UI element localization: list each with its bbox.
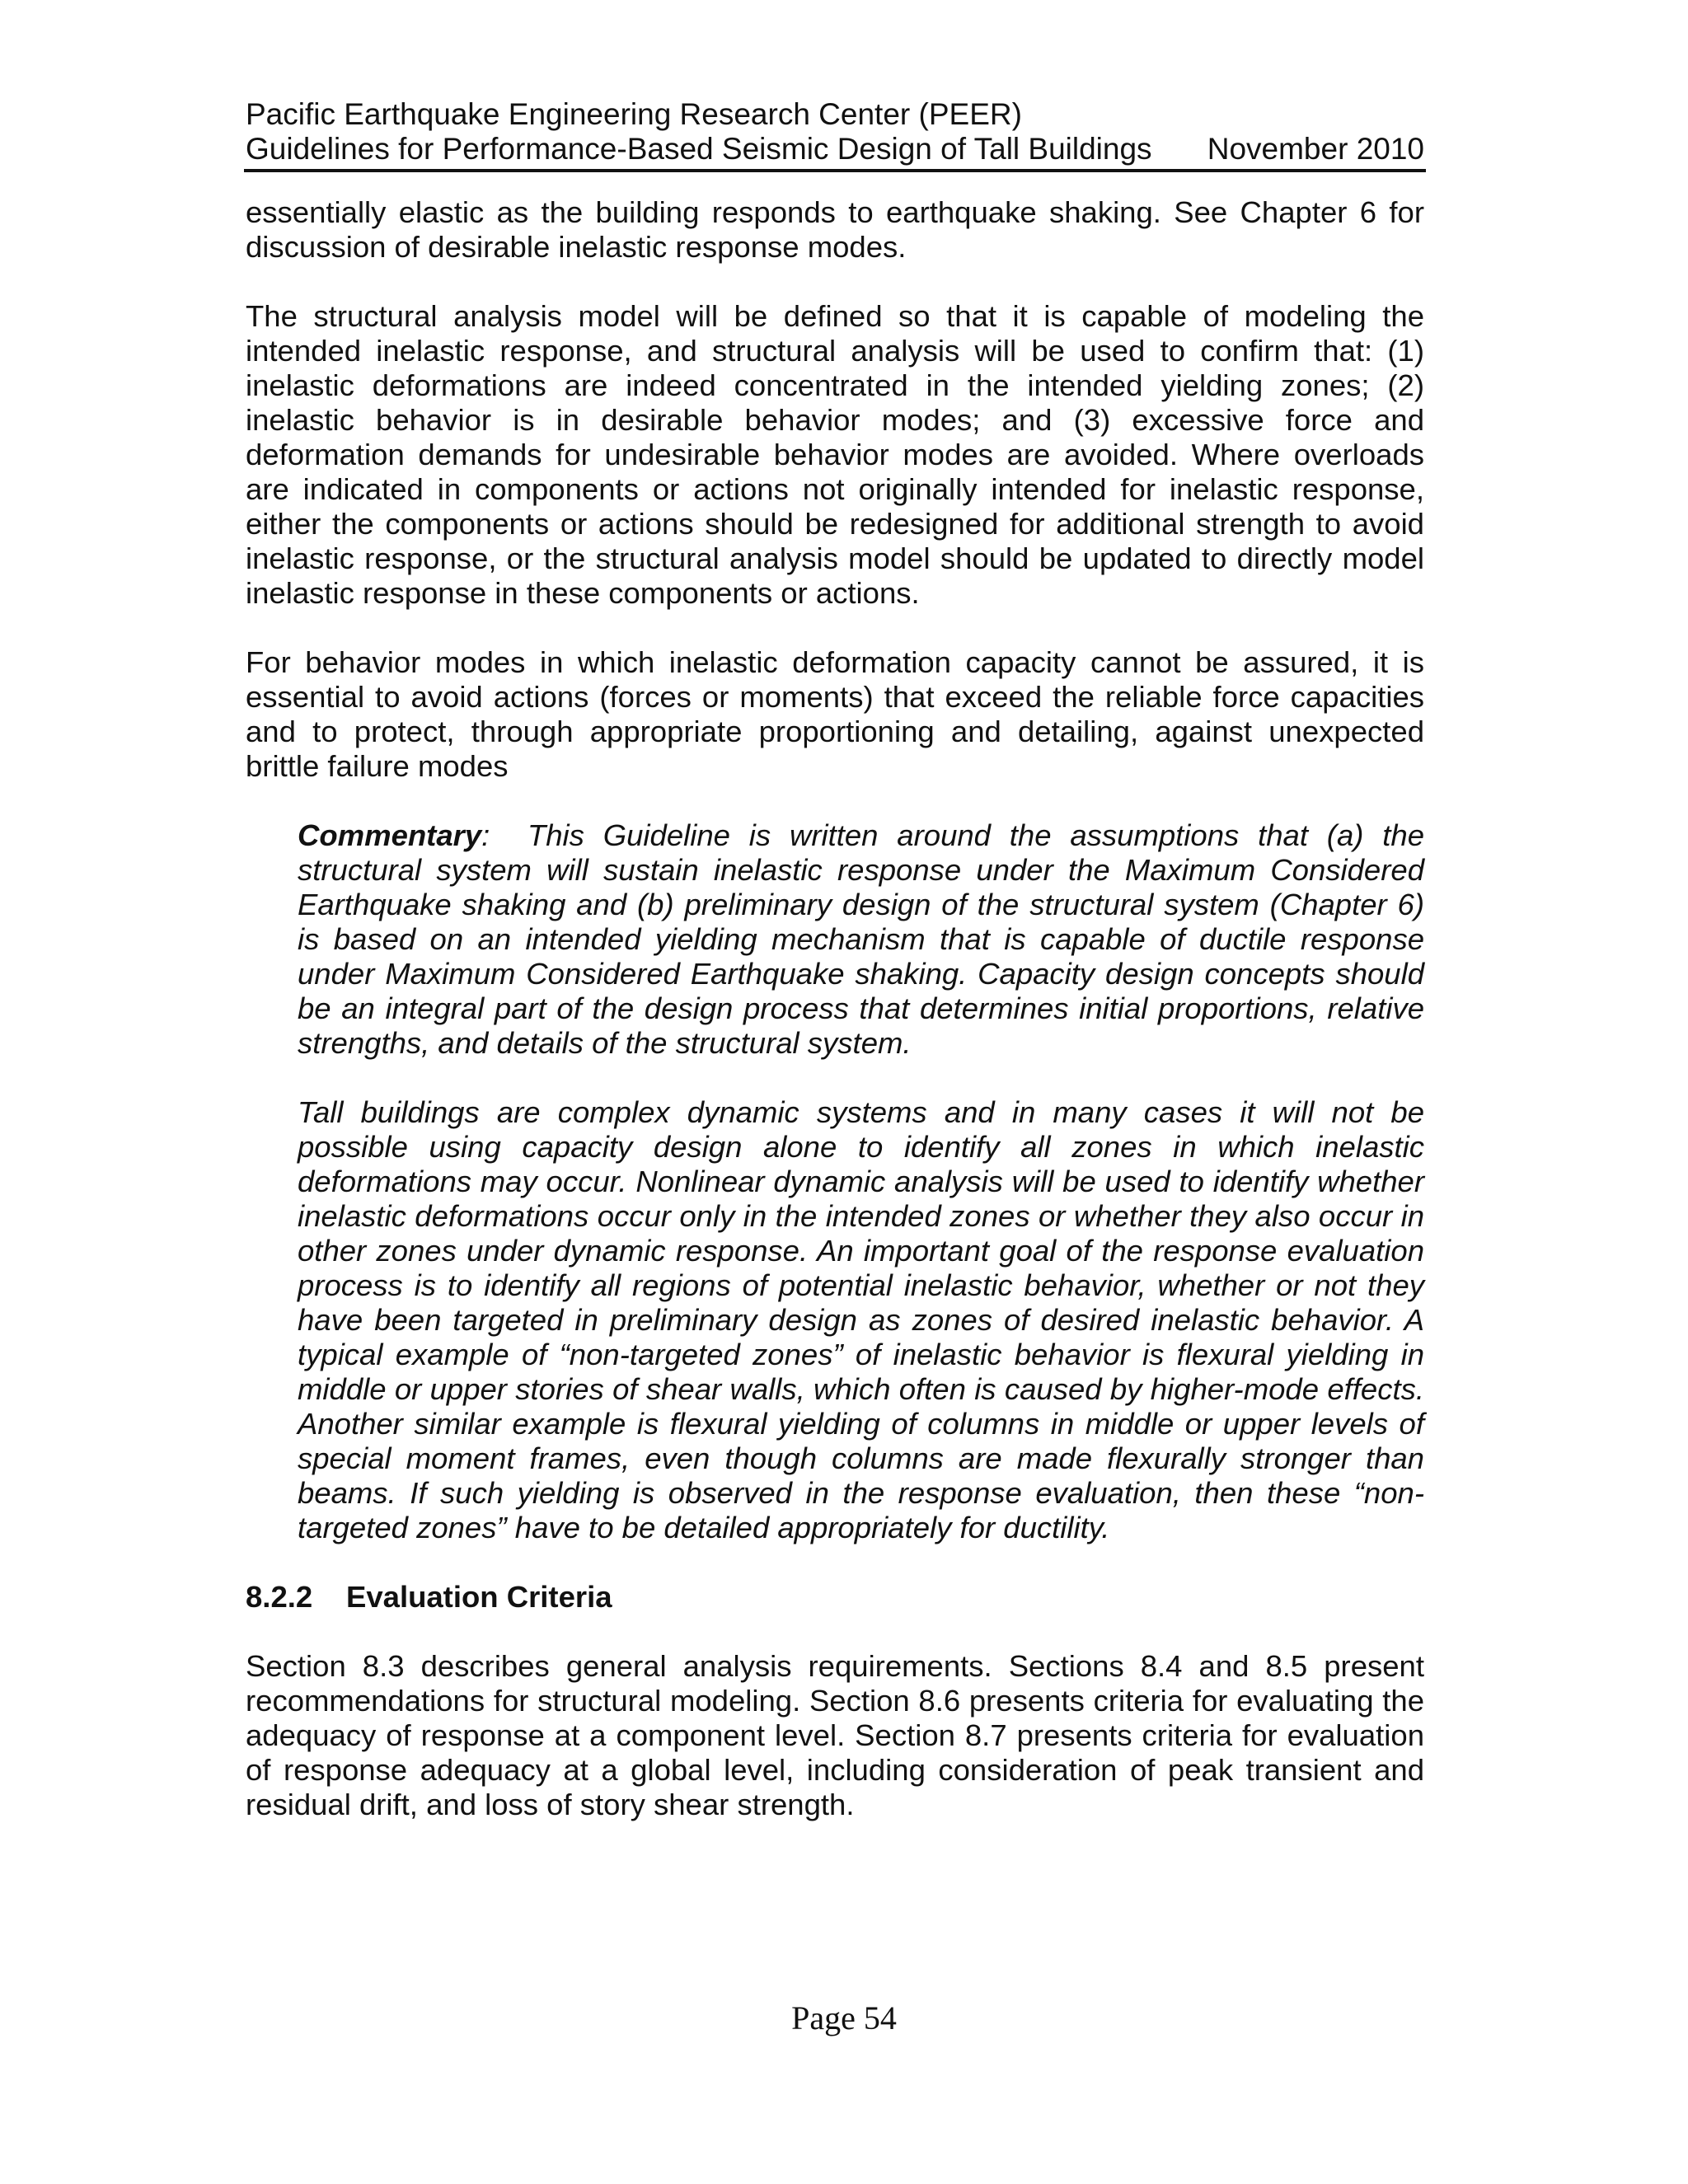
commentary-label: Commentary <box>298 818 482 852</box>
header-date: November 2010 <box>1207 132 1424 166</box>
commentary-label-colon: : <box>481 818 490 852</box>
commentary-block <box>298 818 1424 1545</box>
commentary-paragraph <box>298 818 1424 1061</box>
running-header <box>246 97 1424 166</box>
header-organization: Pacific Earthquake Engineering Research Center (PEER) <box>246 97 1022 131</box>
header-title-row <box>246 132 1424 166</box>
section-paragraph: Section 8.3 describes general analysis requirements. Sections 8.4 and 8.5 present recommendations for structural modeling. Section 8.6 presents criteria for evaluating the adequacy of response at a component level. Section 8.7 presents criteria for evaluation of response adequacy at a global level, including consideration of peak transient and residual drift, and loss of story shear strength. <box>246 1649 1424 1821</box>
commentary-text: This Guideline is written around the assumptions that (a) the structural system will sustain inelastic response under the Maximum Considered Earthquake shaking and (b) preliminary design of the structural system (Chapter 6) is based on an intended yielding mechanism that is capable of ductile response under Maximum Considered Earthquake shaking. Capacity design concepts should be an integral part of the design process that determines initial proportions, relative strengths, and details of the structural system. <box>298 818 1424 1060</box>
body-paragraph: For behavior modes in which inelastic deformation capacity cannot be assured, it is essential to avoid actions (forces or moments) that exceed the reliable force capacities and to protect, through appropriate proportioning and detailing, against unexpected brittle failure modes <box>246 645 1424 783</box>
header-divider <box>244 169 1426 172</box>
body-paragraph: essentially elastic as the building responds to earthquake shaking. See Chapter 6 for discussion of desirable inelastic response modes. <box>246 195 1424 264</box>
page-content <box>246 195 1424 1857</box>
section-heading <box>246 1580 1424 1615</box>
body-paragraph: The structural analysis model will be defined so that it is capable of modeling the intended inelastic response, and structural analysis will be used to confirm that: (1) inelastic deformations are indeed concentrated in the intended yielding zones; (2) inelastic behavior is in desirable behavior modes; and (3) excessive force and deformation demands for undesirable behavior modes are avoided. Where overloads are indicated in components or actions not originally intended for inelastic response, either the components or actions should be redesigned for additional strength to avoid inelastic response, or the structural analysis model should be updated to directly model inelastic response in these components or actions. <box>246 299 1424 610</box>
section-number: 8.2.2 <box>246 1580 313 1614</box>
section-title: Evaluation Criteria <box>346 1580 612 1614</box>
commentary-paragraph: Tall buildings are complex dynamic systems and in many cases it will not be possible using capacity design alone to identify all zones in which inelastic deformations may occur. Nonlinear dynamic analysis will be used to identify whether inelastic deformations occur only in the intended zones or whether they also occur in other zones under dynamic response. An important goal of the response evaluation process is to identify all regions of potential inelastic behavior, whether or not they have been targeted in preliminary design as zones of desired inelastic behavior. A typical example of “non-targeted zones” of inelastic behavior is flexural yielding in middle or upper stories of shear walls, which often is caused by higher-mode effects. Another similar example is flexural yielding of columns in middle or upper levels of special moment frames, even though columns are made flexurally stronger than beams. If such yielding is observed in the response evaluation, then these “non-targeted zones” have to be detailed appropriately for ductility. <box>298 1095 1424 1544</box>
page-number: Page 54 <box>791 1999 897 2036</box>
header-document-title: Guidelines for Performance-Based Seismic Design of Tall Buildings <box>246 132 1152 166</box>
